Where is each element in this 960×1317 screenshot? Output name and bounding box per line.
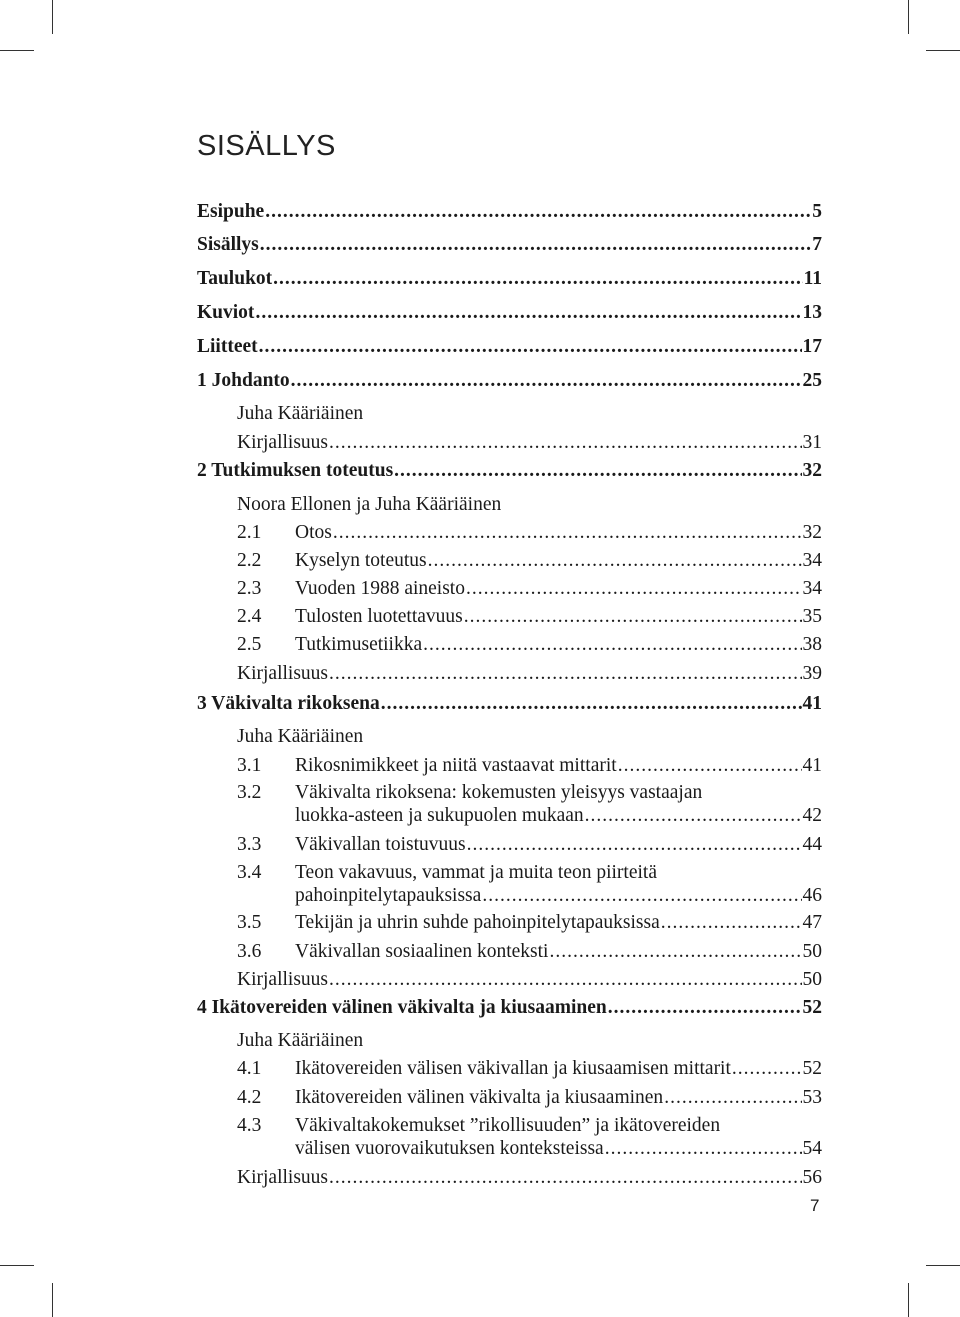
dot-leader (394, 459, 801, 482)
entry-title: Otos (295, 522, 332, 543)
page-ref: 41 (802, 755, 822, 776)
page-ref: 39 (802, 663, 822, 684)
page-number: 7 (810, 1196, 820, 1215)
dot-leader (259, 335, 802, 358)
page-ref: 7 (812, 234, 822, 255)
entry-title: Vuoden 1988 aineisto (295, 578, 465, 599)
section-number: 3.3 (237, 834, 262, 855)
toc-entry[interactable] (237, 940, 822, 963)
dot-leader (329, 431, 802, 454)
dot-leader (549, 940, 801, 963)
toc-entry[interactable] (197, 996, 822, 1019)
page-ref: 54 (802, 1138, 822, 1159)
toc-entry[interactable] (237, 1114, 822, 1160)
page-ref: 53 (802, 1087, 822, 1108)
section-number: 3.5 (237, 912, 262, 933)
dot-leader (618, 754, 802, 777)
page-ref: 5 (812, 201, 822, 222)
entry-title: Väkivalta rikoksena: kokemusten yleisyys vastaajan (295, 782, 703, 803)
page-ref: 32 (802, 522, 822, 543)
dot-leader (273, 267, 802, 290)
dot-leader (585, 804, 802, 827)
page-ref: 46 (802, 885, 822, 906)
toc-entry[interactable] (237, 911, 822, 934)
entry-title: Teon vakavuus, vammat ja muita teon piirteitä (295, 862, 657, 883)
page-ref: 32 (802, 460, 822, 481)
toc-entry[interactable] (197, 692, 822, 715)
page-ref: 34 (802, 578, 822, 599)
page-ref: 13 (802, 302, 822, 323)
chapter-author: Juha Kääriäinen (237, 726, 364, 747)
toc-entry[interactable] (237, 861, 822, 907)
dot-leader (291, 369, 802, 392)
section-number: 3.4 (237, 862, 262, 883)
entry-title: Kirjallisuus (237, 969, 328, 990)
page-ref: 31 (802, 432, 822, 453)
entry-title: Taulukot (197, 268, 273, 289)
entry-title: Tekijän ja uhrin suhde pahoinpitelytapauksissa (295, 912, 660, 933)
section-number: 4.1 (237, 1058, 262, 1079)
entry-title: Kuviot (197, 302, 255, 323)
dot-leader (265, 200, 811, 223)
toc-entry-line (237, 861, 822, 884)
dot-leader (329, 1166, 802, 1189)
dot-leader (466, 577, 802, 600)
toc-entry[interactable] (237, 754, 822, 777)
entry-title-continued: välisen vuorovaikutuksen konteksteissa (295, 1138, 604, 1159)
page-ref: 38 (802, 634, 822, 655)
toc-entry-line (237, 781, 822, 804)
page-ref: 25 (802, 370, 822, 391)
page-ref: 42 (802, 805, 822, 826)
toc-entry[interactable] (237, 521, 822, 544)
entry-title: Ikätovereiden välisen väkivallan ja kiusaamisen mittarit (295, 1058, 731, 1079)
toc-entry[interactable] (197, 301, 822, 324)
toc-entry[interactable] (237, 1166, 822, 1189)
entry-title: 2 Tutkimuksen toteutus (197, 460, 394, 481)
toc-entry[interactable] (197, 335, 822, 358)
section-number: 2.4 (237, 606, 262, 627)
page-ref: 17 (802, 336, 822, 357)
entry-title: Esipuhe (197, 201, 265, 222)
dot-leader (260, 233, 811, 256)
entry-title: 3 Väkivalta rikoksena (197, 693, 380, 714)
dot-leader (329, 662, 802, 685)
dot-leader (381, 692, 802, 715)
toc-entry-line (237, 1137, 822, 1160)
section-number: 4.2 (237, 1087, 262, 1108)
dot-leader (661, 911, 802, 934)
dot-leader (467, 833, 802, 856)
section-number: 2.3 (237, 578, 262, 599)
toc-entry[interactable] (237, 549, 822, 572)
section-number: 3.2 (237, 782, 262, 803)
dot-leader (428, 549, 802, 572)
page-ref: 50 (802, 941, 822, 962)
entry-title: Sisällys (197, 234, 259, 255)
entry-title: Väkivaltakokemukset ”rikollisuuden” ja ikätovereiden (295, 1115, 721, 1136)
toc-entry[interactable] (237, 431, 822, 454)
entry-title: Ikätovereiden välinen väkivalta ja kiusaaminen (295, 1087, 664, 1108)
entry-title: Kirjallisuus (237, 663, 328, 684)
toc-entry[interactable] (237, 833, 822, 856)
entry-title: Kyselyn toteutus (295, 550, 427, 571)
toc-entry[interactable] (197, 200, 822, 223)
toc-entry[interactable] (237, 662, 822, 685)
page-ref: 34 (802, 550, 822, 571)
page-title: SISÄLLYS (197, 130, 336, 162)
entry-title: Tulosten luotettavuus (295, 606, 463, 627)
page-ref: 56 (802, 1167, 822, 1188)
page-ref: 50 (802, 969, 822, 990)
entry-title: Väkivallan toistuvuus (295, 834, 466, 855)
entry-title: 1 Johdanto (197, 370, 290, 391)
dot-leader (608, 996, 802, 1019)
chapter-author: Juha Kääriäinen (237, 403, 364, 424)
chapter-author: Juha Kääriäinen (237, 1030, 364, 1051)
toc-entry[interactable] (237, 781, 822, 827)
page-ref: 47 (802, 912, 822, 933)
dot-leader (423, 633, 801, 656)
dot-leader (482, 884, 801, 907)
entry-title: Liitteet (197, 336, 258, 357)
section-number: 2.2 (237, 550, 262, 571)
dot-leader (329, 968, 802, 991)
entry-title-continued: pahoinpitelytapauksissa (295, 885, 482, 906)
toc-entry[interactable] (237, 968, 822, 991)
dot-leader (605, 1137, 802, 1160)
page-ref: 11 (803, 268, 822, 289)
dot-leader (333, 521, 802, 544)
toc-entry[interactable] (197, 369, 822, 392)
toc-entry-line (237, 1114, 822, 1137)
dot-leader (255, 301, 801, 324)
toc-entry[interactable] (197, 267, 822, 290)
dot-leader (464, 605, 802, 628)
section-number: 4.3 (237, 1115, 262, 1136)
page-ref: 44 (802, 834, 822, 855)
page-ref: 52 (802, 997, 822, 1018)
toc-entry[interactable] (237, 1057, 822, 1080)
entry-title-continued: luokka-asteen ja sukupuolen mukaan (295, 805, 584, 826)
chapter-author: Noora Ellonen ja Juha Kääriäinen (237, 494, 502, 515)
page-ref: 41 (802, 693, 822, 714)
dot-leader (732, 1057, 802, 1080)
toc-entry[interactable] (237, 577, 822, 600)
toc-entry-line (237, 884, 822, 907)
section-number: 2.5 (237, 634, 262, 655)
page-ref: 52 (802, 1058, 822, 1079)
dot-leader (664, 1086, 801, 1109)
toc-entry[interactable] (237, 633, 822, 656)
entry-title: Kirjallisuus (237, 432, 328, 453)
entry-title: 4 Ikätovereiden välinen väkivalta ja kiusaaminen (197, 997, 607, 1018)
toc-entry[interactable] (237, 605, 822, 628)
section-number: 3.6 (237, 941, 262, 962)
entry-title: Kirjallisuus (237, 1167, 328, 1188)
section-number: 3.1 (237, 755, 262, 776)
page-ref: 35 (802, 606, 822, 627)
section-number: 2.1 (237, 522, 262, 543)
entry-title: Rikosnimikkeet ja niitä vastaavat mittarit (295, 755, 617, 776)
toc-entry-line (237, 804, 822, 827)
toc-entry[interactable] (197, 233, 822, 256)
toc-entry[interactable] (237, 1086, 822, 1109)
entry-title: Tutkimusetiikka (295, 634, 423, 655)
entry-title: Väkivallan sosiaalinen konteksti (295, 941, 549, 962)
toc-entry[interactable] (197, 459, 822, 482)
